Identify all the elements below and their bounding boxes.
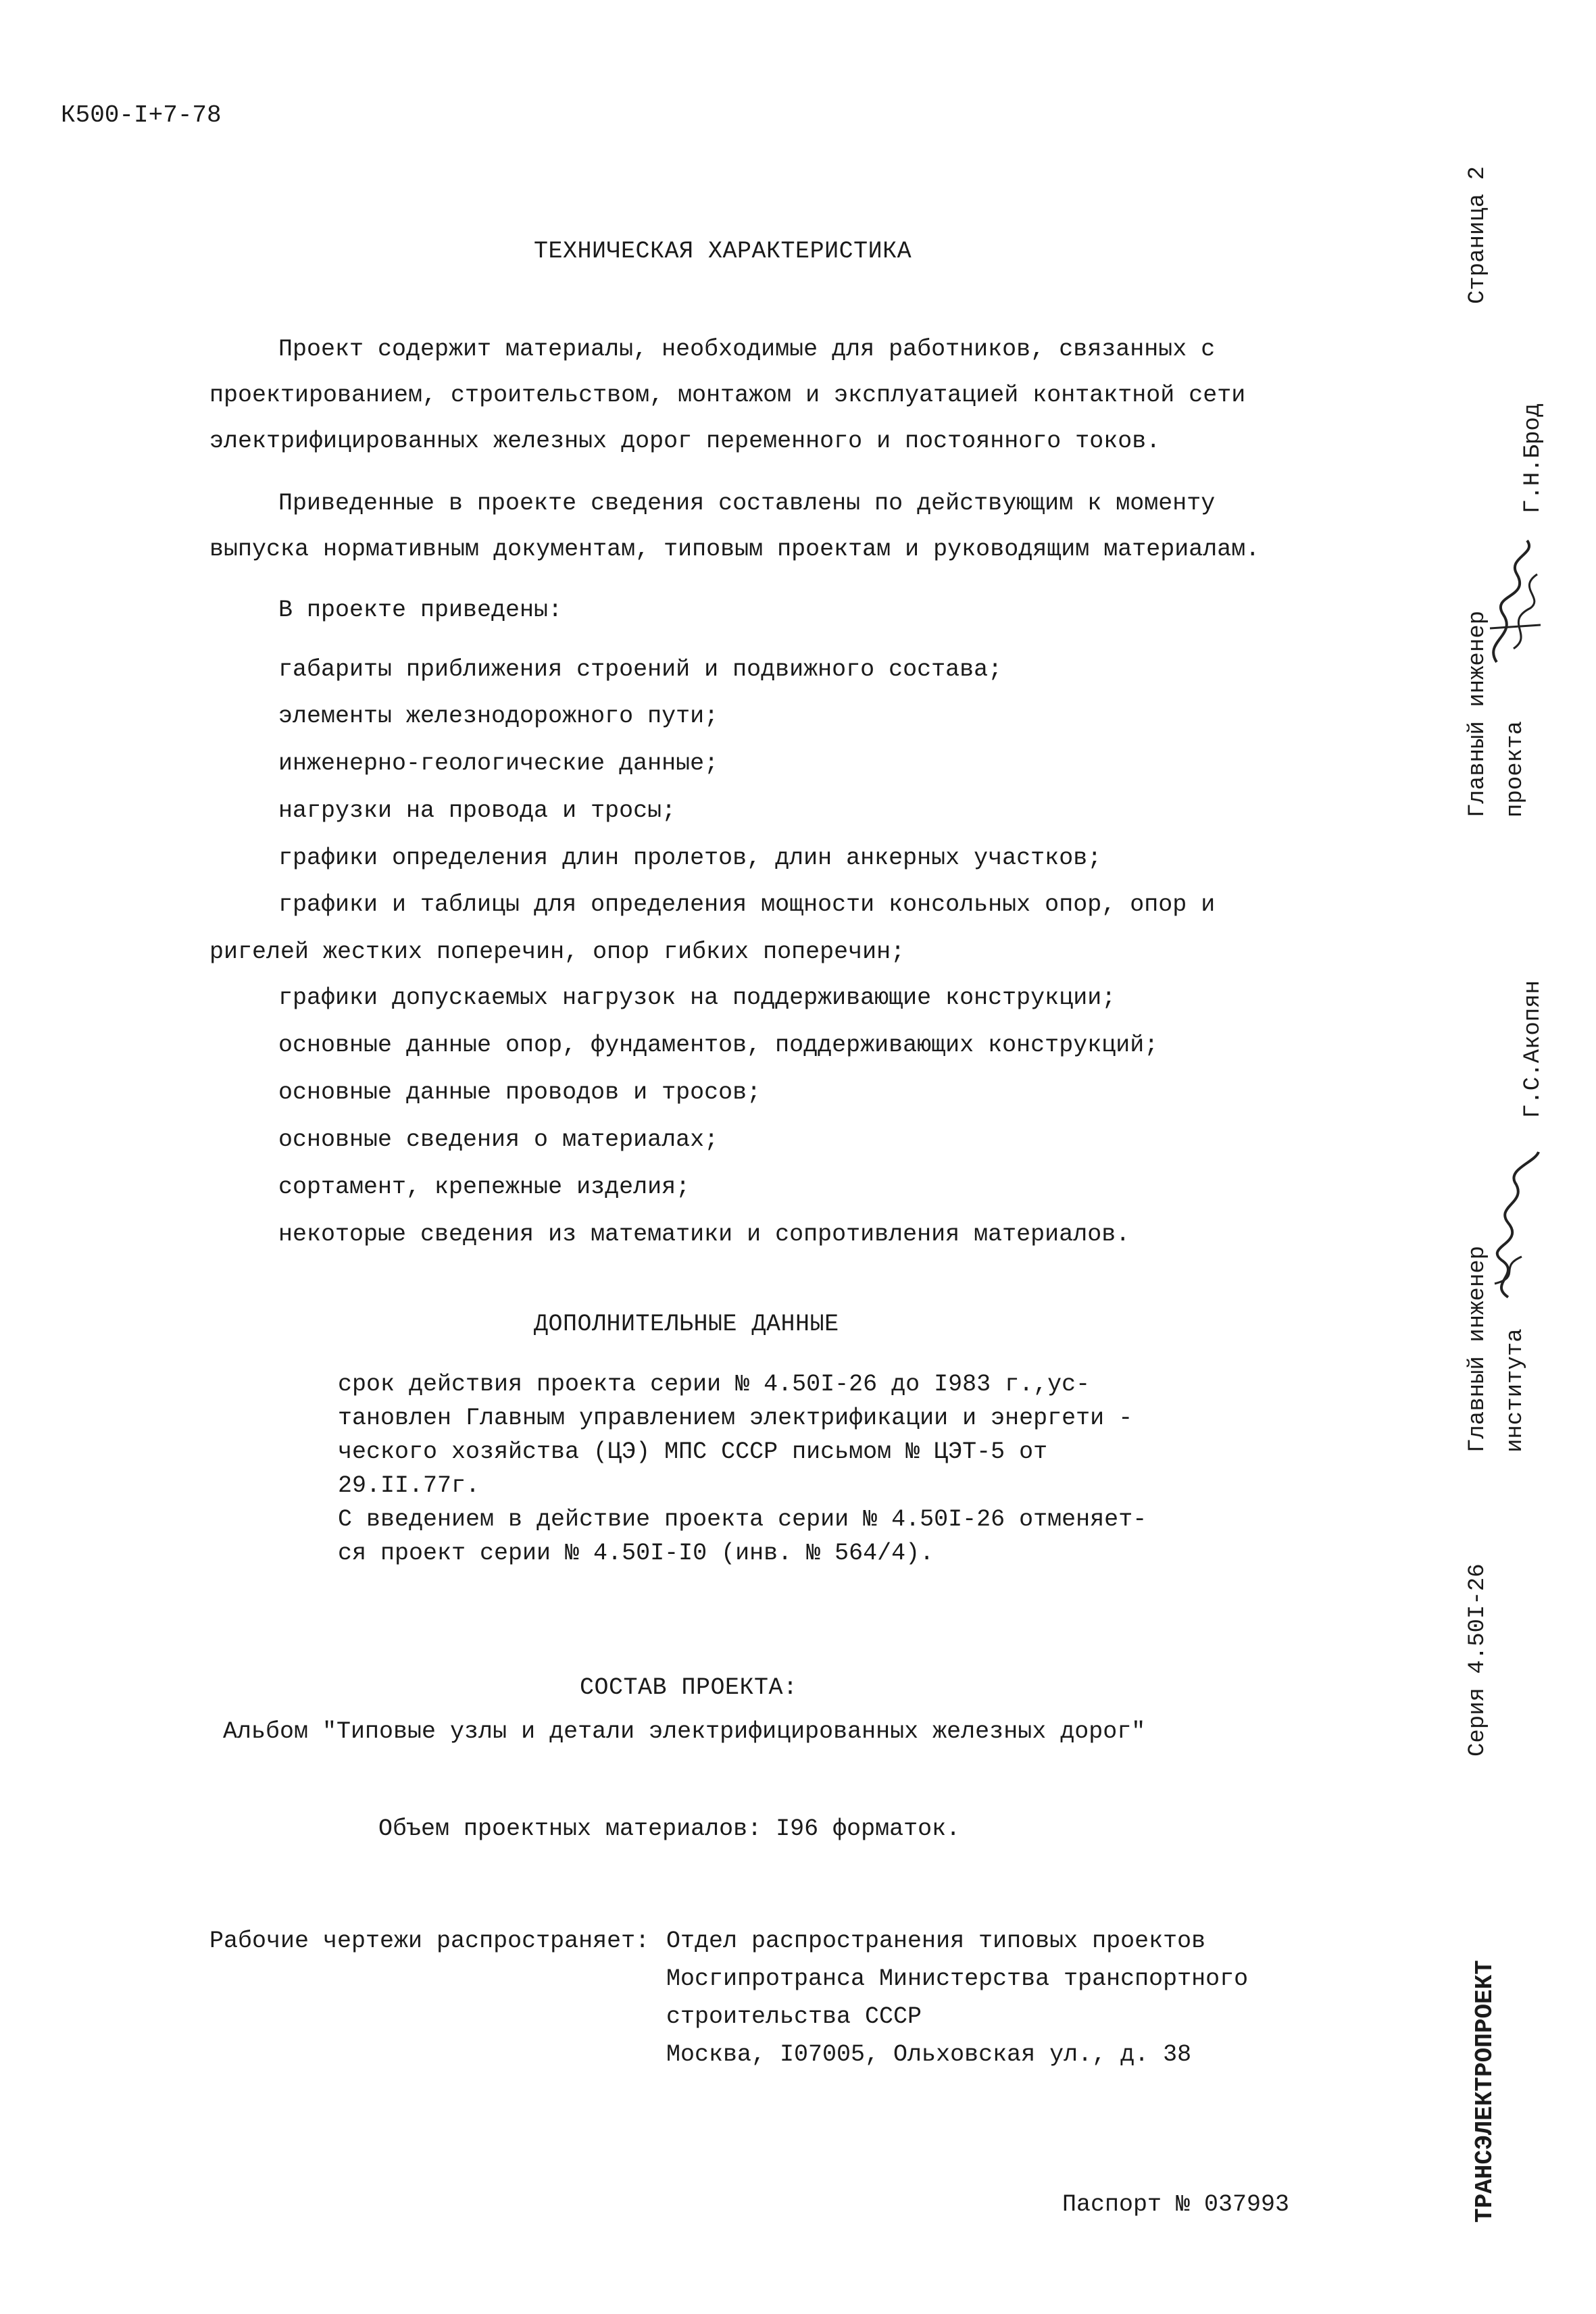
sidebar-chief-project-title2: проекта: [1503, 721, 1528, 818]
intro-line: Проект содержит материалы, необходимые для работников, связанных с: [278, 336, 1216, 363]
signature-akopyan: [1474, 1149, 1549, 1304]
distrib-line: Мосгипротранса Министерства транспортного: [666, 1965, 1249, 1992]
extra-line: тановлен Главным управлением электрификации и энергети -: [338, 1405, 1133, 1432]
sidebar-page-number: Страница 2: [1465, 166, 1491, 304]
page-title: ТЕХНИЧЕСКАЯ ХАРАКТЕРИСТИКА: [534, 238, 912, 265]
list-item: некоторые сведения из математики и сопротивления материалов.: [278, 1221, 1130, 1248]
list-item: основные данные опор, фундаментов, поддерживающих конструкций;: [278, 1032, 1159, 1059]
list-item: габариты приближения строений и подвижного состава;: [278, 656, 1003, 683]
passport-number: Паспорт № 037993: [1062, 2191, 1290, 2218]
list-item: инженерно-геологические данные;: [278, 750, 719, 777]
sidebar-organization: ТРАНСЭЛЕКТРОПРОЕКТ: [1471, 1960, 1499, 2223]
intro-line: электрифицированных железных дорог переменного и постоянного токов.: [209, 428, 1161, 455]
volume-line: Объем проектных материалов: I96 форматок.: [378, 1815, 961, 1842]
sidebar-series: Серия 4.50I-26: [1465, 1563, 1491, 1757]
list-item: основные сведения о материалах;: [278, 1126, 719, 1153]
list-item: графики и таблицы для определения мощности консольных опор, опор и: [278, 891, 1216, 918]
album-title: Альбом "Типовые узлы и детали электрифицированных железных дорог": [223, 1718, 1146, 1745]
intro-line: проектированием, строительством, монтажом и эксплуатацией контактной сети: [209, 382, 1246, 409]
sidebar-chief-institute-title2: института: [1503, 1328, 1528, 1453]
extra-line: ческого хозяйства (ЦЭ) МПС СССР письмом № ЦЭТ-5 от: [338, 1438, 1048, 1465]
compose-title: СОСТАВ ПРОЕКТА:: [580, 1674, 798, 1701]
para2-line: Приведенные в проекте сведения составлены по действующим к моменту: [278, 490, 1216, 517]
list-item: сортамент, крепежные изделия;: [278, 1174, 691, 1201]
para2-line: выпуска нормативным документам, типовым проектам и руководящим материалам.: [209, 536, 1260, 563]
sidebar-chief-institute-title: Главный инженер: [1465, 1245, 1491, 1453]
distrib-label: Рабочие чертежи распространяет:: [209, 1928, 650, 1955]
extra-title: ДОПОЛНИТЕЛЬНЫЕ ДАННЫЕ: [534, 1311, 839, 1338]
extra-line: С введением в действие проекта серии № 4.50I-26 отменяет-: [338, 1506, 1147, 1533]
sidebar-chief-project-name: Г.Н.Брод: [1520, 403, 1546, 513]
extra-line: 29.II.77г.: [338, 1472, 480, 1499]
distrib-line: Москва, I07005, Ольховская ул., д. 38: [666, 2041, 1192, 2068]
list-item: ригелей жестких поперечин, опор гибких поперечин;: [209, 938, 905, 965]
distrib-line: Отдел распространения типовых проектов: [666, 1928, 1206, 1955]
list-intro: В проекте приведены:: [278, 597, 563, 624]
list-item: основные данные проводов и тросов;: [278, 1079, 762, 1106]
sidebar-chief-institute-name: Г.С.Акопян: [1520, 980, 1546, 1118]
sidebar-chief-project-title: Главный инженер: [1465, 610, 1491, 818]
extra-line: срок действия проекта серии № 4.50I-26 до I983 г.,ус-: [338, 1371, 1091, 1398]
list-item: графики допускаемых нагрузок на поддерживающие конструкции;: [278, 984, 1116, 1011]
signature-brod: [1476, 534, 1551, 669]
extra-line: ся проект серии № 4.50I-I0 (инв. № 564/4).: [338, 1540, 934, 1567]
distrib-line: строительства СССР: [666, 2003, 922, 2030]
list-item: графики определения длин пролетов, длин анкерных участков;: [278, 845, 1102, 872]
document-code: К500-I+7-78: [61, 101, 222, 129]
list-item: элементы железнодорожного пути;: [278, 703, 719, 730]
list-item: нагрузки на провода и тросы;: [278, 797, 676, 824]
